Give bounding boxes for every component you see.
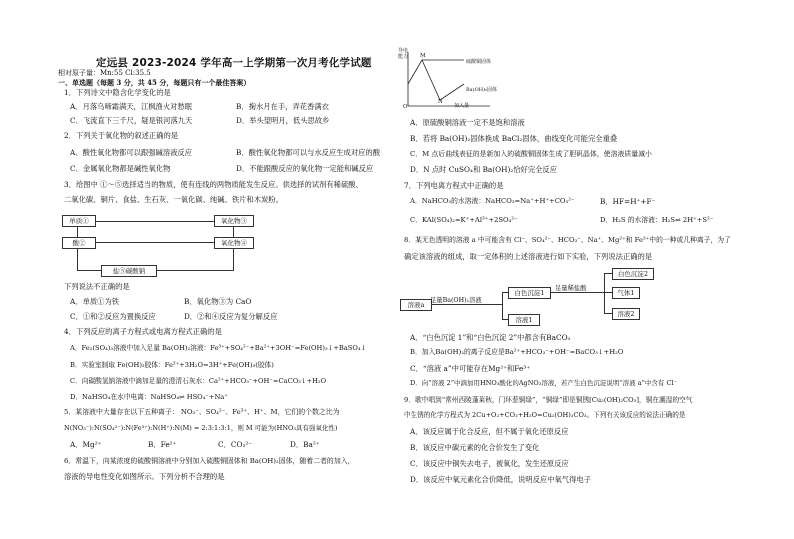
q9-option-d: D．该反应中氧元素化合价降低，说明反应中氧气得电子 <box>410 475 591 484</box>
q4-option-a: A．Fe₂(SO₄)₃溶液中加入足量 Ba(OH)₂溶液：Fe³⁺+SO₄²⁻+Ba²⁺+3OH⁻=Fe(OH)₃↓+BaSO₄↓ <box>70 344 367 352</box>
q5-stem-line1: 5．某溶液中大量存在以下五种离子： NO₃⁻、SO₄²⁻、Fe³⁺、H⁺、M，它们的个数之比为 <box>64 408 340 416</box>
q3-option-a: A．单质①为铁 <box>70 297 120 306</box>
q3-box-element: 单质① <box>62 215 96 227</box>
q8-reagent-hcl: 足量稀盐酸 <box>555 285 587 292</box>
q3-link-top <box>96 221 214 222</box>
q8-option-b: B．加入Ba(OH)₂的离子反应是Ba²⁺+HCO₃⁻+OH⁻=BaCO₃↓+H₂O <box>410 348 624 356</box>
q5-option-a: A．Mg²⁺ <box>70 440 102 449</box>
q6-option-c: C．M 点后曲线表征的是新加入的硫酸铜固体生成了胆矾晶体，使溶液质量减小 <box>410 150 652 158</box>
q5-stem-line2: N(NO₃⁻):N(SO₄²⁻):N(Fe³⁺):N(H⁺):N(M) = 2:3:1:3:1，则 M 可能为(HNO₃具有强氧化性) <box>64 424 338 432</box>
graph-y-label: 导电能力 <box>398 48 409 60</box>
q3-link-middle <box>96 242 214 243</box>
q4-option-c: C．向碳酸氢钠溶液中滴加足量的澄清石灰水：Ca²⁺+HCO₃⁻+OH⁻=CaCO₃↓+H₂O <box>70 377 327 385</box>
q6-stem-line1: 6．常温下，向某浓度的硫酸铜溶液中分别加入硫酸铜固体和 Ba(OH)₂固体，随着二者的加入， <box>64 457 355 465</box>
q3-link-salt-right <box>155 270 234 271</box>
q8-reagent-baoh2: 足量Ba(OH)₂溶液 <box>430 297 482 304</box>
q3-box-salt: 盐⑤碳酸钠 <box>101 265 157 277</box>
q8-branch2-vertical <box>604 273 605 314</box>
q2-stem: 2．下列关于氧化物的叙述正确的是 <box>64 131 179 140</box>
q3-link-to-salt <box>77 270 101 271</box>
q8-box-white-ppt1: 白色沉淀1 <box>508 287 551 299</box>
graph-label-baoh2: Ba(OH)₂固体 <box>466 87 498 93</box>
exam-title: 定远县 2023-2024 学年高一上学期第一次月考化学试题 <box>96 57 372 69</box>
q3-stem-line1: 3．给图中 ①～⑤选择适当的物质，使有连线的两物质能发生反应。供选择的试剂有稀硫酸、 <box>64 180 363 189</box>
q6-option-b: B．若将 Ba(OH)₂固体换成 BaCl₂固体，曲线变化可能完全重叠 <box>410 134 618 143</box>
q5-option-d: D．Ba²⁺ <box>290 440 320 449</box>
q3-box-oxide3: 氧化物③ <box>214 215 254 227</box>
atomic-mass-line: 相对原子量：Mn:55 Cl:35.5 <box>58 69 151 77</box>
q3-box-oxide4: 氧化物④ <box>214 237 254 249</box>
q9-option-c: C．该反应中铜失去电子，被氧化，发生还原反应 <box>410 459 569 468</box>
q8-stem-line2: 确定该溶液的组成，取一定体积的上述溶液进行如下实验，下列说法正确的是 <box>404 252 653 261</box>
q2-option-a: A．酸性氧化物都可以跟强碱溶液反应 <box>70 148 193 157</box>
q8-box-solution1: 溶液1 <box>508 314 540 326</box>
q8-option-c: C．“溶液 a”中可能存在Mg²⁺和Fe³⁺ <box>410 364 531 373</box>
q7-option-d: D．H₂S 的水溶液：H₂S⇌ 2H⁺+S²⁻ <box>600 216 714 224</box>
q9-stem-line1: 9．歌中唱到“常州西陵蓬莱秋，门环惹铜绿”，“铜绿”即是铜锈[Cu₂(OH)₂CO₃]，铜在潮湿的空气 <box>404 396 693 404</box>
q3-box-acid: 酸② <box>62 237 96 249</box>
q8-box-solution-a: 溶液a <box>400 299 432 311</box>
q2-option-d: D．不能跟酸反应的氧化物一定能和碱反应 <box>236 164 374 173</box>
q8-option-d: D．向“溶液 2”中滴加用HNO₃酸化的AgNO₃溶液，若产生白色沉淀说明“溶液 a”中含有 Cl⁻ <box>410 379 677 387</box>
q2-option-b: B．酸性氧化物都可以与水反应生成对应的酸 <box>236 148 381 157</box>
q1-option-d: D．举头望明月，低头思故乡 <box>236 116 330 125</box>
q5-option-b: B．Fe²⁺ <box>148 440 177 449</box>
q1-option-a: A．月落乌啼霜满天，江枫渔火对愁眠 <box>70 102 193 111</box>
q7-option-b: B．HF=H⁺+F⁻ <box>600 197 656 206</box>
q8-stem-line1: 8．某无色透明的溶液 a 中可能含有 Cl⁻、SO₄²⁻、HCO₃⁻、Na⁺、Mg²⁺和 Fe³⁺中的一种或几种离子，为了 <box>404 236 731 244</box>
q9-option-b: B．该反应中碳元素的化合价发生了变化 <box>410 443 540 452</box>
q8-branch2-bottom <box>604 313 612 314</box>
q1-option-c: C．飞流直下三千尺，疑是银河落九天 <box>70 116 193 125</box>
q1-option-b: B．掬水月在手，弄花香满衣 <box>236 102 329 111</box>
q3-option-c: C．①和②反应为置换反应 <box>70 312 156 321</box>
graph-point-m: M <box>420 53 426 59</box>
q8-box-solution2: 溶液2 <box>612 308 640 320</box>
q8-branch-vertical <box>502 292 503 320</box>
q4-stem: 4．下列反应的离子方程式或电离方程式正确的是 <box>64 327 222 336</box>
q6-option-d: D．N 点时 CuSO₄和 Ba(OH)₂恰好完全反应 <box>410 165 558 174</box>
section-heading: 一、单选题（每题 3 分，共 45 分，每题只有一个最佳答案） <box>58 78 251 87</box>
q3-option-b: B．氧化物③为 CaO <box>184 297 252 306</box>
q8-branch2-mid <box>604 292 612 293</box>
graph-point-n: N <box>438 99 443 105</box>
graph-x-label: 加入量 <box>454 103 470 109</box>
q3-link-left-down <box>77 247 78 271</box>
q6-option-a: A．原硫酸铜溶液一定不是饱和溶液 <box>410 118 525 127</box>
q7-option-c: C．KAl(SO₄)₂=K⁺+Al³⁺+2SO₄²⁻ <box>410 216 518 224</box>
q8-box-gas1: 气体1 <box>612 287 640 299</box>
q3-link-right-down <box>233 247 234 271</box>
q3-option-d: D．②和④反应为复分解反应 <box>184 312 278 321</box>
q7-option-a: A．NaHCO₃的水溶液：NaHCO₃=Na⁺+H⁺+CO₃²⁻ <box>410 197 575 205</box>
q5-option-c: C．CO₃²⁻ <box>218 440 253 449</box>
q8-box-white-ppt2: 白色沉淀2 <box>612 268 654 280</box>
graph-curve <box>408 60 464 100</box>
q8-branch2-top <box>604 273 612 274</box>
q2-option-c: C．金属氧化物都是碱性氧化物 <box>70 164 171 173</box>
q8-option-a: A．“白色沉淀 1”和“白色沉淀 2”中都含有BaCO₃ <box>410 333 571 342</box>
q9-stem-line2: 中生锈的化学方程式为 2Cu+O₂+CO₂+H₂O=Cu₂(OH)₂CO₃。下列有关该反应的说法正确的是 <box>404 411 686 419</box>
q6-stem-line2: 溶液的导电性变化如图所示。下列分析不合理的是 <box>64 472 225 481</box>
q4-option-b: B．实验室制取 Fe(OH)₃胶体：Fe³⁺+3H₂O=3H⁺+Fe(OH)₃(胶体) <box>70 361 274 369</box>
graph-label-cuso4: 硫酸铜固体 <box>466 59 492 65</box>
q3-stem-line3: 下列说法不正确的是 <box>64 282 130 291</box>
q3-stem-line2: 二氧化碳、铜片、食盐、生石灰、一氧化碳、纯碱、铁片和木炭粉。 <box>64 195 283 204</box>
graph-origin-o: O <box>403 104 408 110</box>
q9-option-a: A．该反应属于化合反应，但不属于氧化还原反应 <box>410 427 569 436</box>
q4-option-d: D．NaHSO₄在水中电离：NaHSO₄⇌ HSO₄⁻+Na⁺ <box>70 393 228 401</box>
q7-stem: 7．下列电离方程式中正确的是 <box>404 181 504 190</box>
q1-stem: 1．下列诗文中隐含化学变化的是 <box>64 88 171 97</box>
